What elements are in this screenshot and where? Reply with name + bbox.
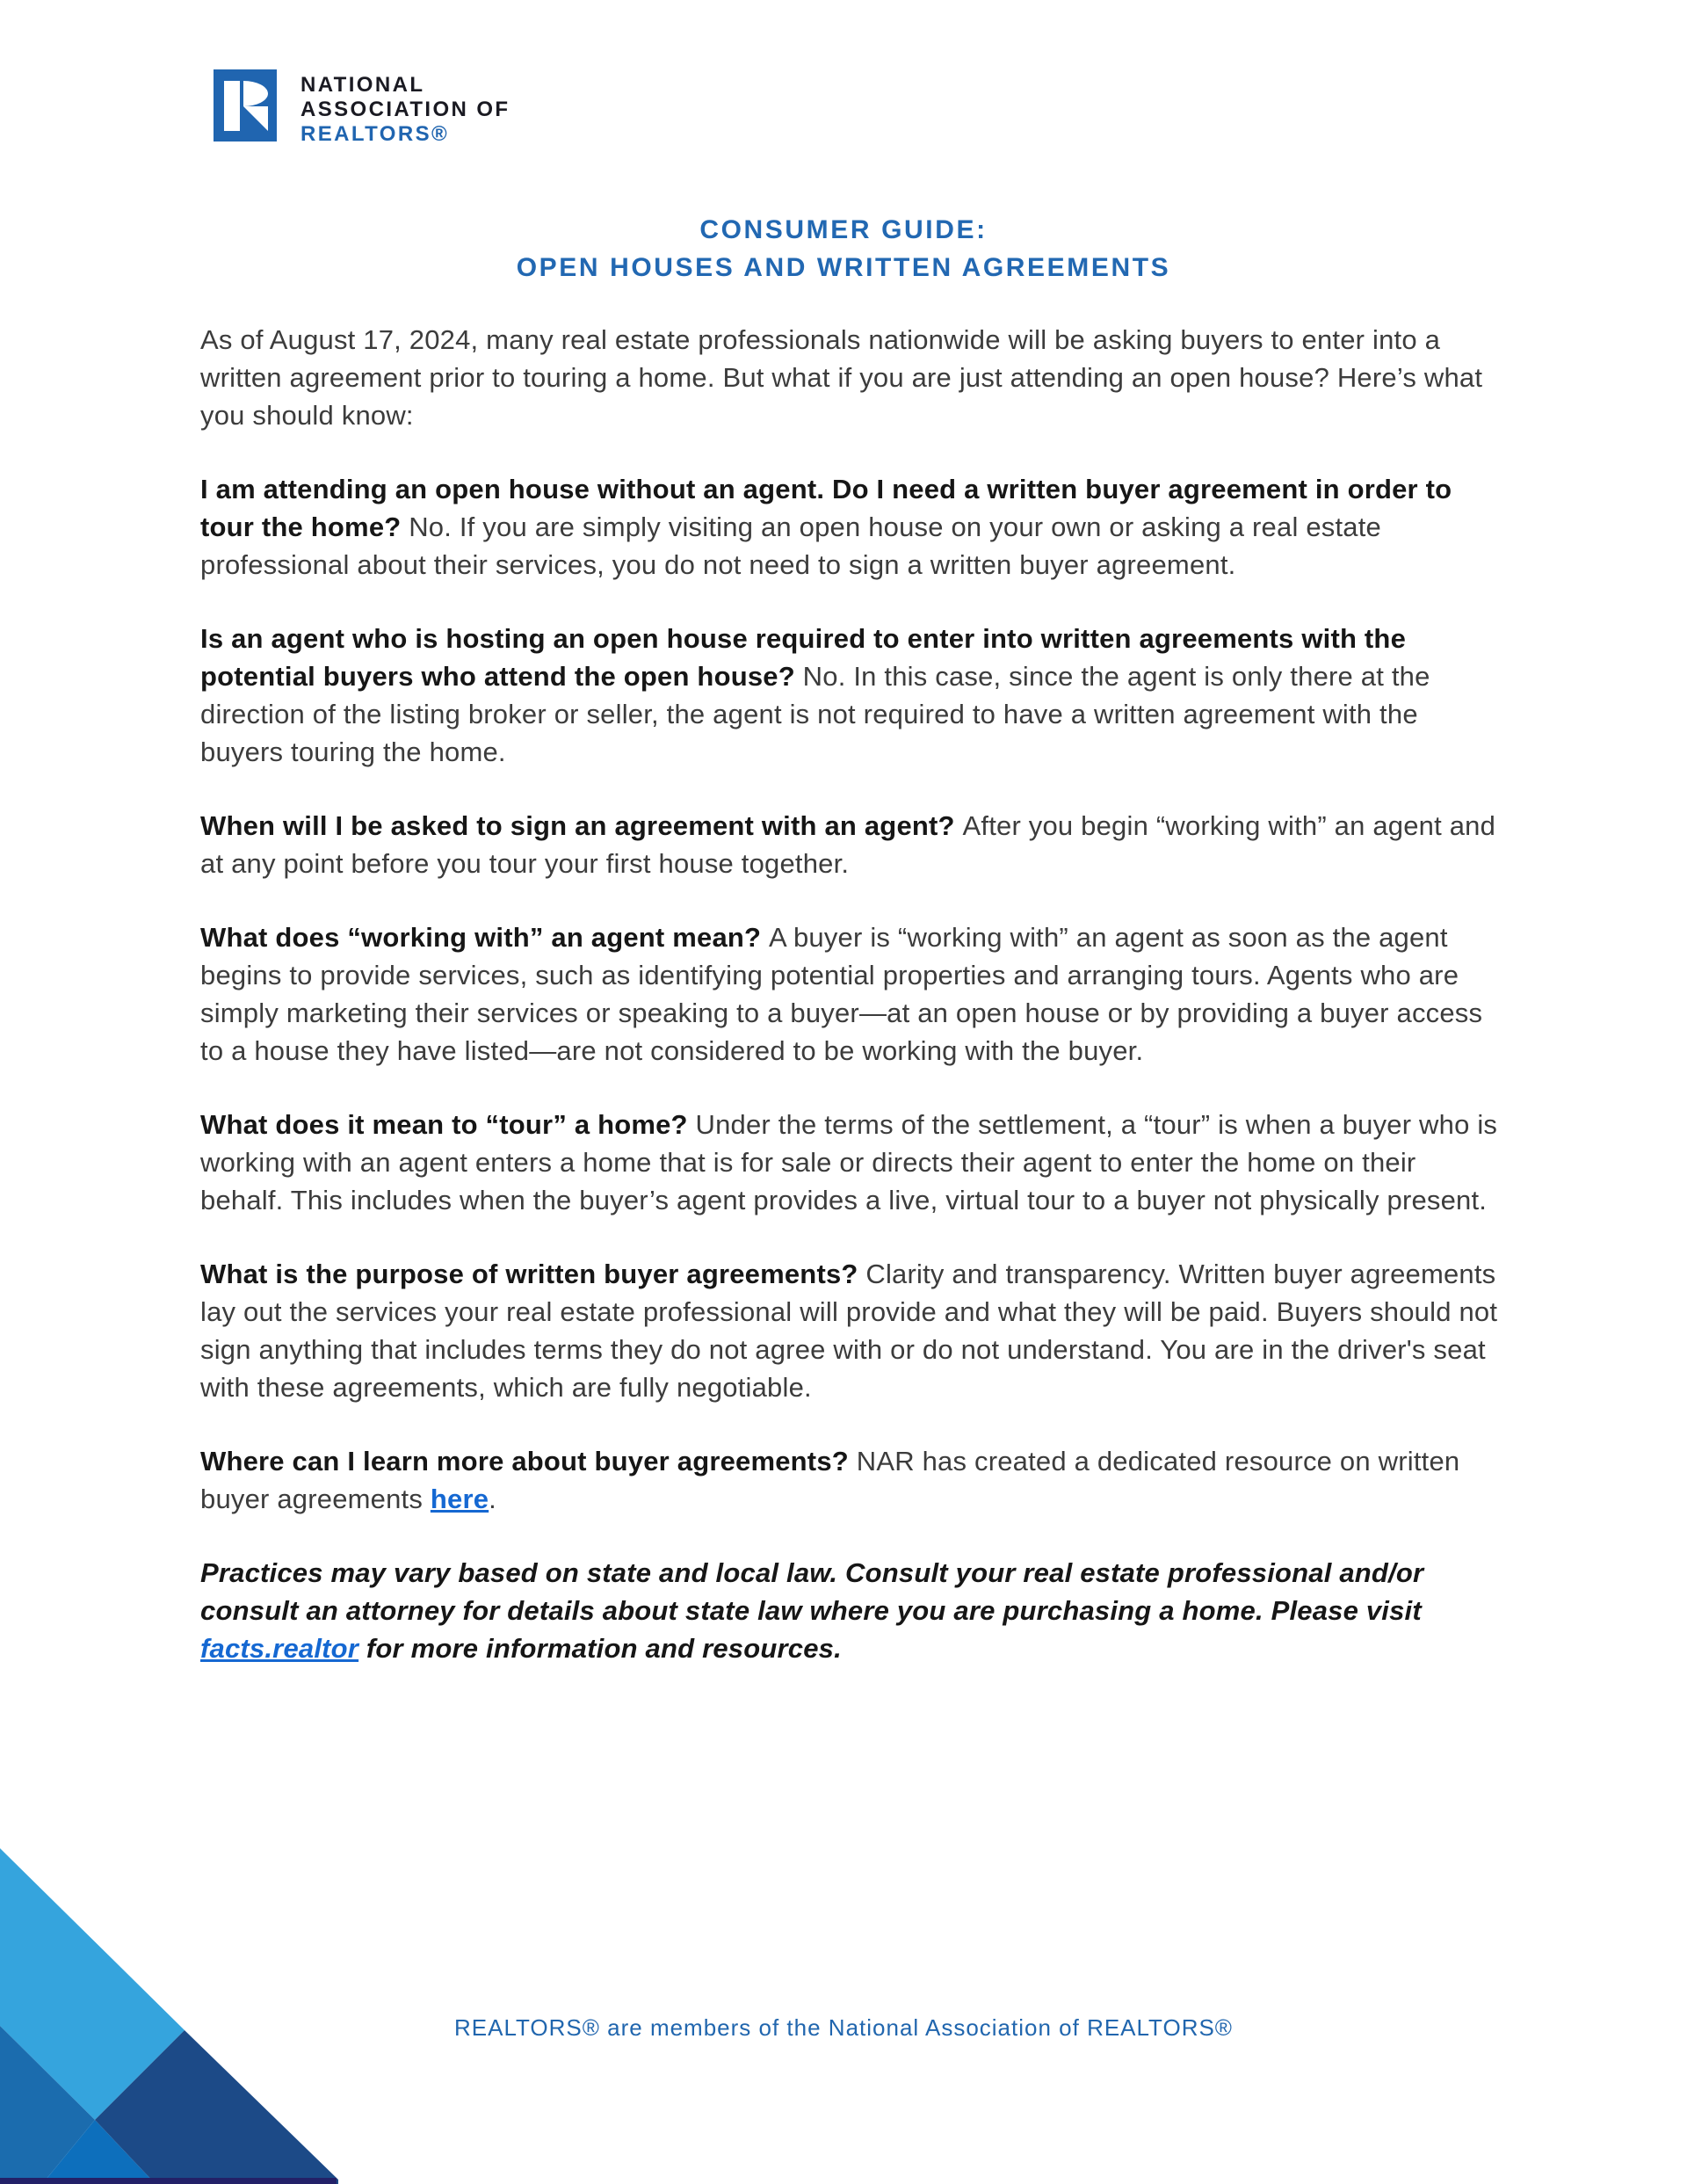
qa-paragraph <box>200 918 1499 1070</box>
qa-paragraph <box>200 1255 1499 1406</box>
document-body <box>200 321 1499 1703</box>
page-title <box>0 211 1687 287</box>
page-title-line2: OPEN HOUSES AND WRITTEN AGREEMENTS <box>516 253 1171 282</box>
answer-text: A buyer is “working with” an agent as soon as the agent begins to provide services, such as identifying potential properties and arranging tours. Agents who are simply marketing their services or speaking to a buyer—at an open house or by providing a buyer access to a house they have listed—are not considered to be working with the buyer. <box>200 922 1483 1066</box>
answer-text: . <box>489 1484 496 1514</box>
question-text: I am attending an open house without an agent. Do I need a written buyer agreement in order to tour the home? <box>200 474 1452 542</box>
question-text: Is an agent who is hosting an open house required to enter into written agreements with the potential buyers who attend the open house? <box>200 623 1407 692</box>
qa-paragraph <box>200 807 1499 882</box>
logo-line-realtors: REALTORS® <box>300 122 450 146</box>
nar-logo <box>214 69 510 147</box>
page-title-line1: CONSUMER GUIDE: <box>699 215 988 244</box>
corner-triangles-graphic <box>0 1848 338 2184</box>
question-text: When will I be asked to sign an agreement with an agent? <box>200 810 963 841</box>
answer-text: Practices may vary based on state and local law. Consult your real estate professional and/or consult an attorney for details about state law where you are purchasing a home. Please visit <box>200 1557 1424 1626</box>
question-text: What does “working with” an agent mean? <box>200 922 769 953</box>
answer-text: No. If you are simply visiting an open house on your own or asking a real estate professional about their services, you do not need to sign a written buyer agreement. <box>200 512 1381 580</box>
question-text: What is the purpose of written buyer agreements? <box>200 1259 866 1289</box>
qa-paragraph <box>200 470 1499 584</box>
inline-link[interactable]: here <box>430 1484 489 1514</box>
answer-text: for more information and resources. <box>358 1633 842 1664</box>
answer-text: Under the terms of the settlement, a “tour” is when a buyer who is working with an agent enters a home that is for sale or directs their agent to enter the home on their behalf. This includes when the buyer’s agent provides a live, virtual tour to a buyer not physically present. <box>200 1109 1498 1215</box>
inline-link[interactable]: facts.realtor <box>200 1633 359 1664</box>
logo-line-national: NATIONAL <box>300 73 425 97</box>
qa-paragraph <box>200 1106 1499 1219</box>
qa-paragraph <box>200 1442 1499 1518</box>
answer-text: After you begin “working with” an agent and at any point before you tour your first house together. <box>200 810 1496 879</box>
nar-r-logo-icon <box>214 69 277 141</box>
footer-membership-note: REALTORS® are members of the National Association of REALTORS® <box>454 2014 1233 2041</box>
question-text: Where can I learn more about buyer agreements? <box>200 1446 857 1477</box>
answer-text: No. In this case, since the agent is only there at the direction of the listing broker or seller, the agent is not required to have a written agreement with the buyers touring the home. <box>200 661 1430 767</box>
qa-paragraph <box>200 321 1499 434</box>
legal-disclaimer <box>200 1554 1492 1667</box>
answer-text: Clarity and transparency. Written buyer agreements lay out the services your real estate professional will provide and what they will be paid. Buyers should not sign anything that includes terms they do not agree with or do not understand. You are in the driver's seat with these agreements, which are fully negotiable. <box>200 1259 1498 1403</box>
logo-line-association: ASSOCIATION OF <box>300 98 510 121</box>
answer-text: As of August 17, 2024, many real estate professionals nationwide will be asking buyers to enter into a written agreement prior to touring a home. But what if you are just attending an open house? Here’s what you should know: <box>200 324 1483 431</box>
answer-text: NAR has created a dedicated resource on written buyer agreements <box>200 1446 1460 1514</box>
qa-paragraph <box>200 620 1499 771</box>
question-text: What does it mean to “tour” a home? <box>200 1109 696 1140</box>
nar-logo-wordmark <box>300 69 510 147</box>
